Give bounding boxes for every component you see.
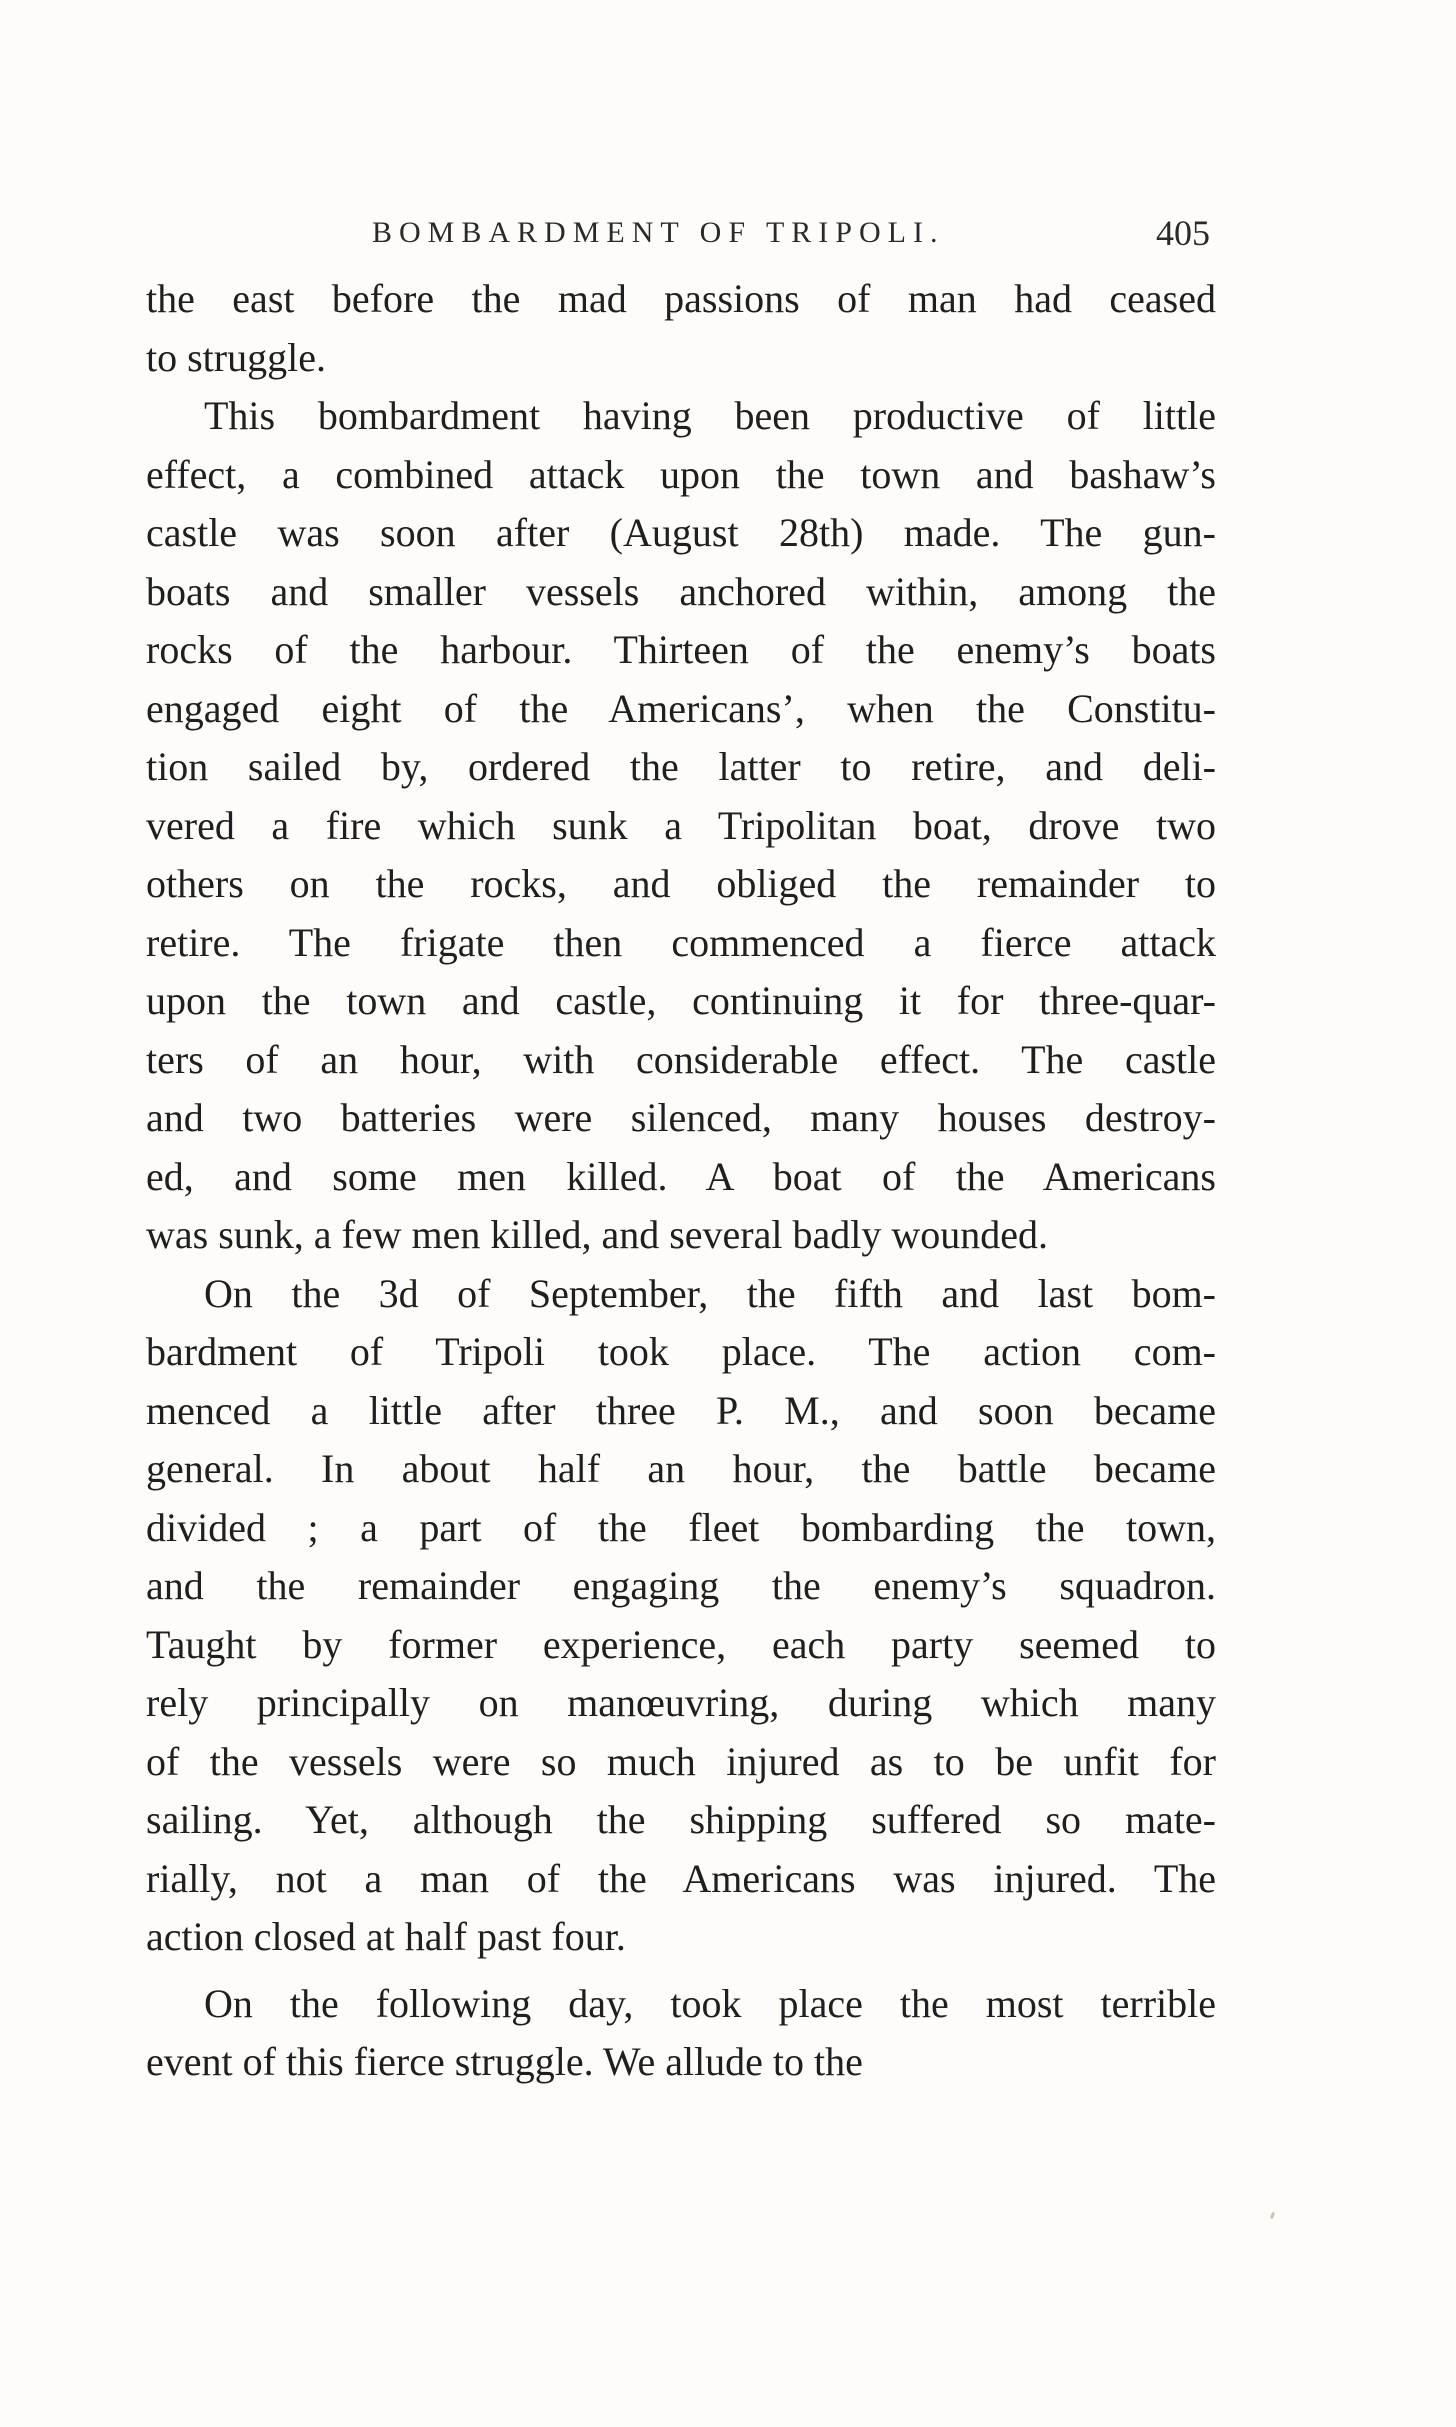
- text-line: of the vessels were so much injured as to be unfit for: [146, 1738, 1216, 1784]
- text-line: Taught by former experience, each party seemed to: [146, 1621, 1216, 1667]
- running-header: [0, 208, 1456, 258]
- text-line: upon the town and castle, continuing it for three-quar-: [146, 978, 1216, 1023]
- text-line: the east before the mad passions of man had ceased: [146, 276, 1216, 321]
- text-line: was sunk, a few men killed, and several badly wounded.: [146, 1212, 1048, 1257]
- text-line: retire. The frigate then commenced a fierce attack: [146, 919, 1216, 965]
- text-line: ters of an hour, with considerable effect. The castle: [146, 1036, 1216, 1082]
- text-line: engaged eight of the Americans’, when the Constitu-: [146, 685, 1216, 731]
- text-line: bardment of Tripoli took place. The action com-: [146, 1329, 1216, 1374]
- running-head-title: BOMBARDMENT OF TRIPOLI.: [372, 216, 945, 249]
- text-line: castle was soon after (August 28th) made. The gun-: [146, 510, 1216, 555]
- page-number: 405: [1156, 213, 1210, 253]
- text-line: action closed at half past four.: [146, 1914, 626, 1959]
- text-line: sailing. Yet, although the shipping suffered so mate-: [146, 1797, 1216, 1842]
- text-line: divided ; a part of the fleet bombarding the town,: [146, 1504, 1216, 1550]
- text-line: to struggle.: [146, 334, 326, 380]
- text-line: This bombardment having been productive of little: [204, 393, 1216, 438]
- text-line: On the following day, took place the most terrible: [204, 1980, 1216, 2026]
- text-line: tion sailed by, ordered the latter to retire, and deli-: [146, 744, 1216, 789]
- text-line: ed, and some men killed. A boat of the Americans: [146, 1153, 1216, 1199]
- text-line: general. In about half an hour, the battle became: [146, 1446, 1216, 1491]
- paper-speck: [1270, 2212, 1275, 2220]
- text-line: menced a little after three P. M., and soon became: [146, 1387, 1216, 1433]
- text-line: rocks of the harbour. Thirteen of the enemy’s boats: [146, 627, 1216, 672]
- text-line: rely principally on manœuvring, during which many: [146, 1680, 1216, 1725]
- text-line: boats and smaller vessels anchored within, among the: [146, 568, 1216, 614]
- text-line: and two batteries were silenced, many houses destroy-: [146, 1095, 1216, 1140]
- body-text: [146, 270, 1216, 2092]
- text-line: On the 3d of September, the fifth and last bom-: [204, 1270, 1216, 1316]
- text-line: and the remainder engaging the enemy’s squadron.: [146, 1563, 1216, 1608]
- text-line: event of this fierce struggle. We allude to the: [146, 2039, 863, 2084]
- text-line: vered a fire which sunk a Tripolitan boat, drove two: [146, 802, 1216, 848]
- text-line: others on the rocks, and obliged the remainder to: [146, 861, 1216, 906]
- text-line: effect, a combined attack upon the town and bashaw’s: [146, 451, 1216, 497]
- text-line: rially, not a man of the Americans was injured. The: [146, 1855, 1216, 1901]
